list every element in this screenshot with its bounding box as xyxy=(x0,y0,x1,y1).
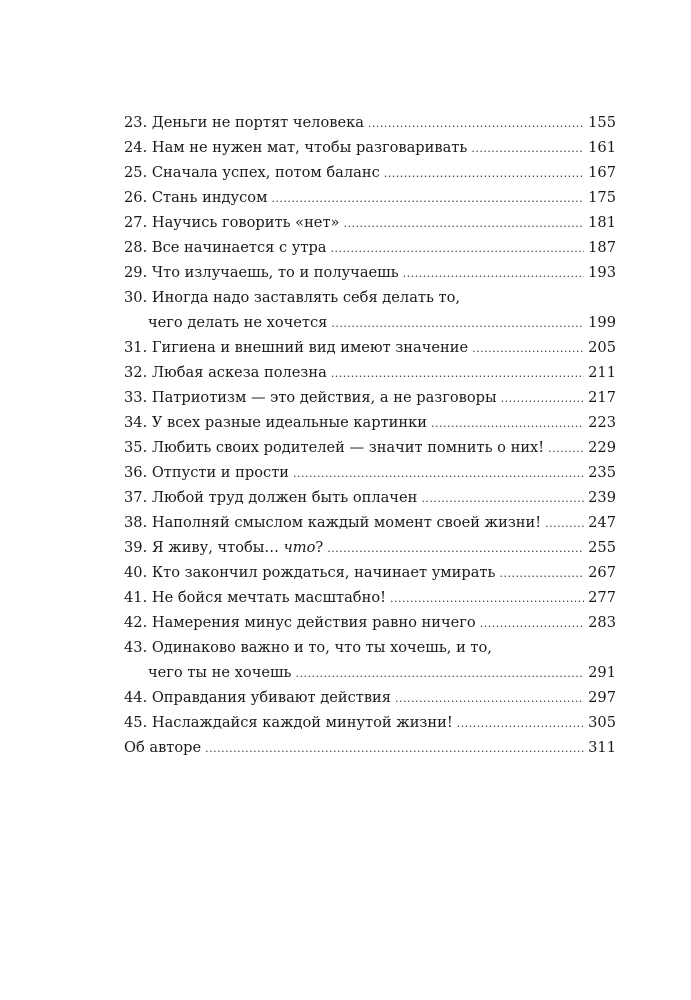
toc-entry-title: 45. Наслаждайся каждой минутой жизни! xyxy=(124,714,453,731)
leader-dots xyxy=(296,661,585,686)
toc-entry-page: 155 xyxy=(588,114,616,131)
toc-entry-title: 26. Стань индусом xyxy=(124,189,268,206)
toc-entry-page: 267 xyxy=(588,564,616,581)
toc-entry-title: 44. Оправдания убивают действия xyxy=(124,689,391,706)
toc-entry xyxy=(124,635,616,685)
leader-dots xyxy=(499,561,584,586)
toc-entry-title: 37. Любой труд должен быть оплачен xyxy=(124,489,418,506)
leader-dots xyxy=(403,261,584,286)
toc-entry-page: 283 xyxy=(588,614,616,631)
toc-entry-page: 161 xyxy=(588,139,616,156)
leader-dots xyxy=(421,486,584,511)
toc-entry-page: 247 xyxy=(588,514,616,531)
toc-entry-title: 40. Кто закончил рождаться, начинает умирать xyxy=(124,564,496,581)
leader-dots xyxy=(331,361,584,386)
toc-entry-title: 42. Намерения минус действия равно ничего xyxy=(124,614,476,631)
toc-entry xyxy=(124,110,616,135)
toc-entry-page: 199 xyxy=(588,314,616,331)
toc-entry xyxy=(124,435,616,460)
toc-entry-title-suffix: ? xyxy=(315,539,324,556)
toc-entry-title: Об авторе xyxy=(124,739,202,756)
toc-entry-page: 223 xyxy=(588,414,616,431)
toc-entry-title-line: 43. Одинаково важно и то, что ты хочешь, и то, xyxy=(124,639,492,656)
toc-entry xyxy=(124,185,616,210)
toc-entry-title: 25. Сначала успех, потом баланс xyxy=(124,164,380,181)
toc-entry xyxy=(124,360,616,385)
toc-entry-page: 277 xyxy=(588,589,616,606)
toc-entry-title: 31. Гигиена и внешний вид имеют значение xyxy=(124,339,469,356)
toc-entry-page: 311 xyxy=(588,739,616,756)
toc-entry-page: 217 xyxy=(588,389,616,406)
leader-dots xyxy=(545,511,584,536)
toc-entry-page: 187 xyxy=(588,239,616,256)
toc-entry-page: 205 xyxy=(588,339,616,356)
table-of-contents xyxy=(124,110,616,760)
leader-dots xyxy=(384,161,584,186)
toc-entry-title: 34. У всех разные идеальные картинки xyxy=(124,414,427,431)
toc-entry-page: 235 xyxy=(588,464,616,481)
toc-entry xyxy=(124,210,616,235)
leader-dots xyxy=(395,686,584,711)
toc-entry xyxy=(124,535,616,560)
toc-entry-page: 211 xyxy=(588,364,616,381)
leader-dots xyxy=(205,736,584,761)
toc-entry-title: 24. Нам не нужен мат, чтобы разговаривать xyxy=(124,139,468,156)
toc-entry xyxy=(124,285,616,335)
leader-dots xyxy=(457,711,584,736)
leader-dots xyxy=(480,611,584,636)
toc-entry-page: 181 xyxy=(588,214,616,231)
leader-dots xyxy=(293,461,584,486)
toc-entry xyxy=(124,235,616,260)
toc-entry-title: 38. Наполняй смыслом каждый момент своей жизни! xyxy=(124,514,542,531)
toc-entry-title-italic: что xyxy=(283,539,316,556)
leader-dots xyxy=(327,536,584,561)
leader-dots xyxy=(390,586,584,611)
toc-entry xyxy=(124,560,616,585)
toc-entry-page: 297 xyxy=(588,689,616,706)
toc-entry-title: 35. Любить своих родителей — значит помнить о них! xyxy=(124,439,545,456)
toc-entry xyxy=(124,410,616,435)
toc-entry-title: 41. Не бойся мечтать масштабно! xyxy=(124,589,386,606)
toc-entry-title-line: 30. Иногда надо заставлять себя делать то, xyxy=(124,289,461,306)
leader-dots xyxy=(271,186,584,211)
toc-entry-title: 36. Отпусти и прости xyxy=(124,464,290,481)
toc-entry xyxy=(124,585,616,610)
leader-dots xyxy=(331,311,584,336)
toc-entry-title: 33. Патриотизм — это действия, а не разговоры xyxy=(124,389,497,406)
toc-entry-title-line: чего делать не хочется xyxy=(148,314,328,331)
leader-dots xyxy=(501,386,585,411)
toc-entry xyxy=(124,735,616,760)
toc-entry xyxy=(124,260,616,285)
toc-entry-page: 239 xyxy=(588,489,616,506)
toc-entry-title-line: чего ты не хочешь xyxy=(148,664,292,681)
leader-dots xyxy=(331,236,585,261)
toc-entry-title: 23. Деньги не портят человека xyxy=(124,114,364,131)
toc-entry-page: 305 xyxy=(588,714,616,731)
toc-entry-title xyxy=(124,535,323,560)
toc-entry-title: 29. Что излучаешь, то и получаешь xyxy=(124,264,399,281)
leader-dots xyxy=(548,436,584,461)
toc-entry xyxy=(124,460,616,485)
toc-entry-title: 32. Любая аскеза полезна xyxy=(124,364,327,381)
toc-entry xyxy=(124,610,616,635)
toc-entry-page: 229 xyxy=(588,439,616,456)
toc-entry-page: 175 xyxy=(588,189,616,206)
leader-dots xyxy=(472,336,584,361)
toc-entry xyxy=(124,385,616,410)
leader-dots xyxy=(431,411,584,436)
toc-entry xyxy=(124,160,616,185)
toc-entry xyxy=(124,135,616,160)
toc-entry-title-text: 39. Я живу, чтобы… xyxy=(124,539,284,556)
toc-entry xyxy=(124,485,616,510)
leader-dots xyxy=(368,111,584,136)
leader-dots xyxy=(343,211,584,236)
toc-entry xyxy=(124,335,616,360)
toc-entry xyxy=(124,510,616,535)
toc-entry-page: 167 xyxy=(588,164,616,181)
toc-entry xyxy=(124,685,616,710)
toc-entry-page: 255 xyxy=(588,539,616,556)
toc-entry-page: 193 xyxy=(588,264,616,281)
toc-entry-title: 27. Научись говорить «нет» xyxy=(124,214,340,231)
toc-entry-title: 28. Все начинается с утра xyxy=(124,239,327,256)
toc-entry-page: 291 xyxy=(588,664,616,681)
leader-dots xyxy=(471,136,584,161)
toc-entry xyxy=(124,710,616,735)
